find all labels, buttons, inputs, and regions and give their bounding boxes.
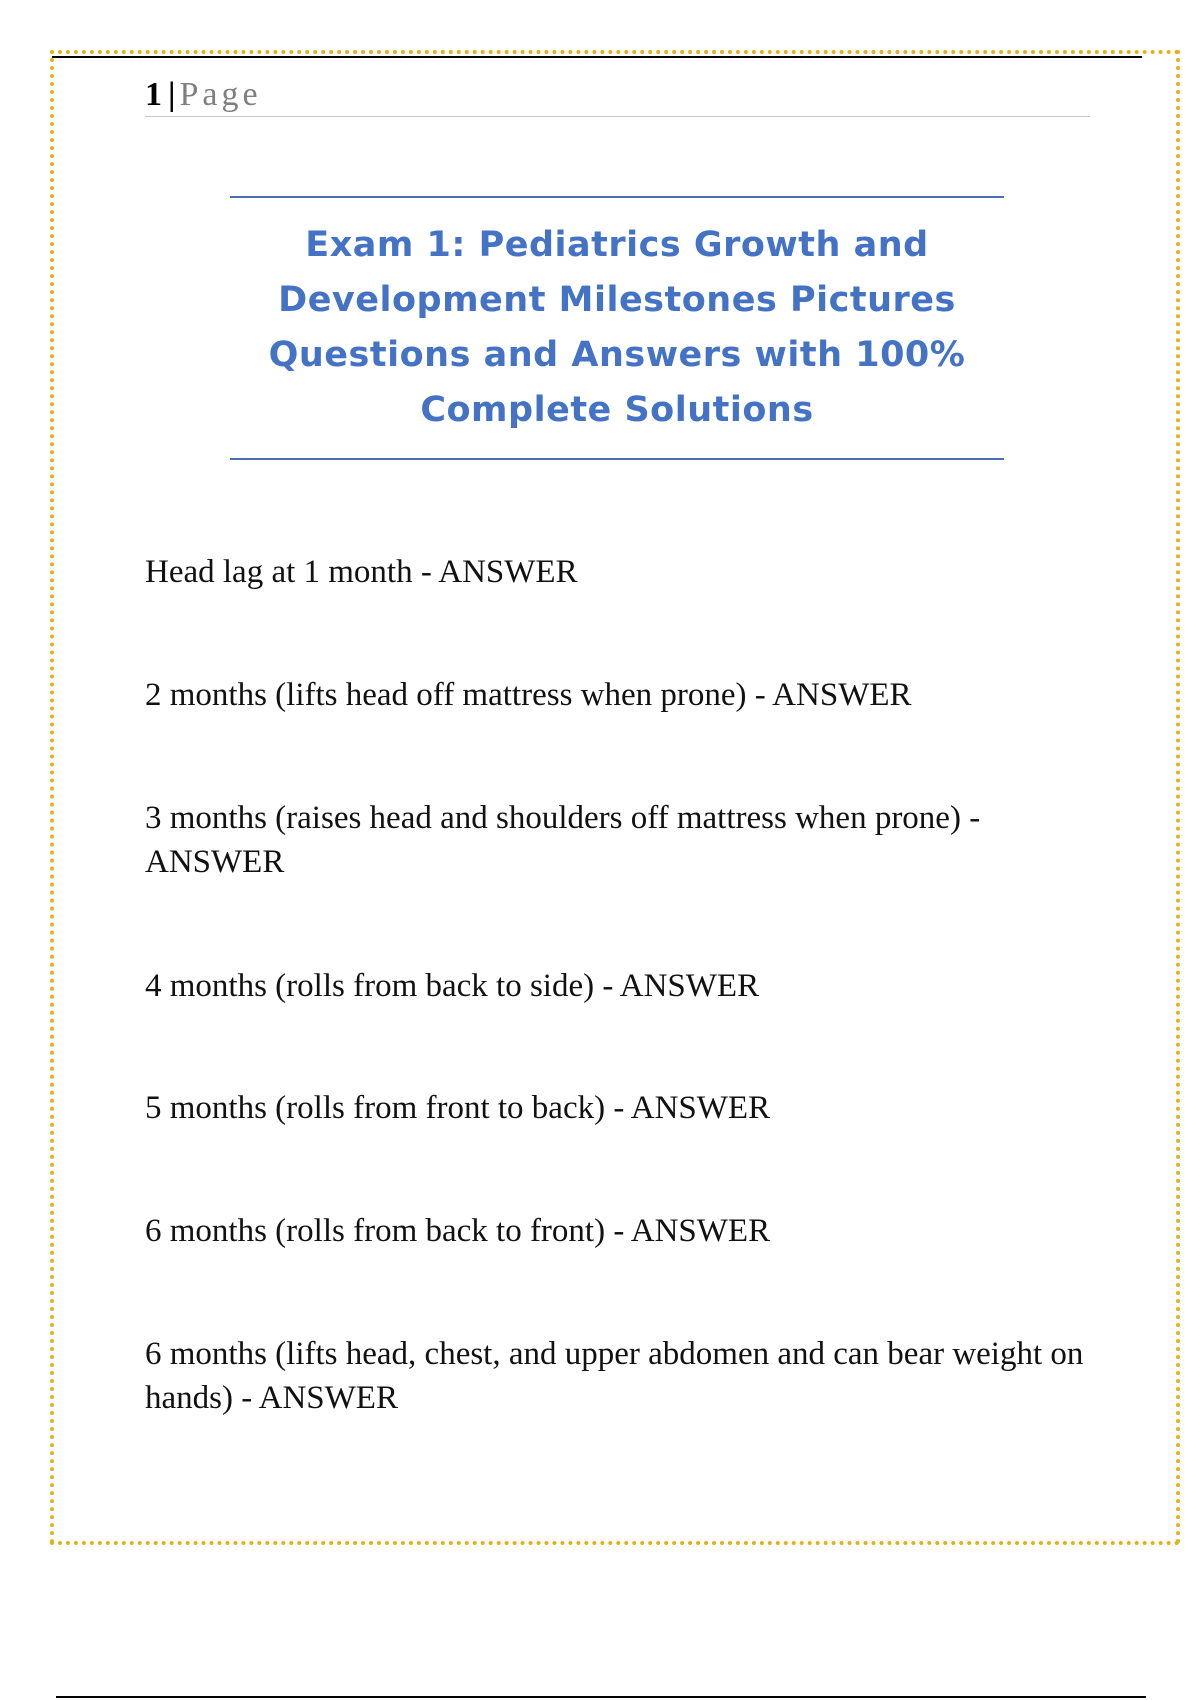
page-header <box>145 74 1090 117</box>
footer-rule <box>56 1696 1146 1698</box>
page-number: 1 <box>145 76 162 113</box>
page-label: Page <box>179 76 262 113</box>
question-item-7: 6 months (lifts head, chest, and upper abdomen and can bear weight on hands) - ANSWER <box>145 1336 1084 1416</box>
header-top-rule <box>52 56 1142 58</box>
document-title: Exam 1: Pediatrics Growth and Development Milestones Pictures Questions and Answers with 100% Complete Solutions <box>268 225 966 430</box>
question-item-2: 2 months (lifts head off mattress when prone) - ANSWER <box>145 677 912 713</box>
question-item-1: Head lag at 1 month - ANSWER <box>145 554 578 590</box>
question-item-5: 5 months (rolls from front to back) - ANSWER <box>145 1090 771 1126</box>
question-item-4: 4 months (rolls from back to side) - ANSWER <box>145 968 760 1004</box>
question-item-3: 3 months (raises head and shoulders off mattress when prone) - ANSWER <box>145 800 981 880</box>
title-block <box>230 196 1004 460</box>
page-separator: | <box>168 76 176 113</box>
question-item-6: 6 months (rolls from back to front) - ANSWER <box>145 1213 771 1249</box>
